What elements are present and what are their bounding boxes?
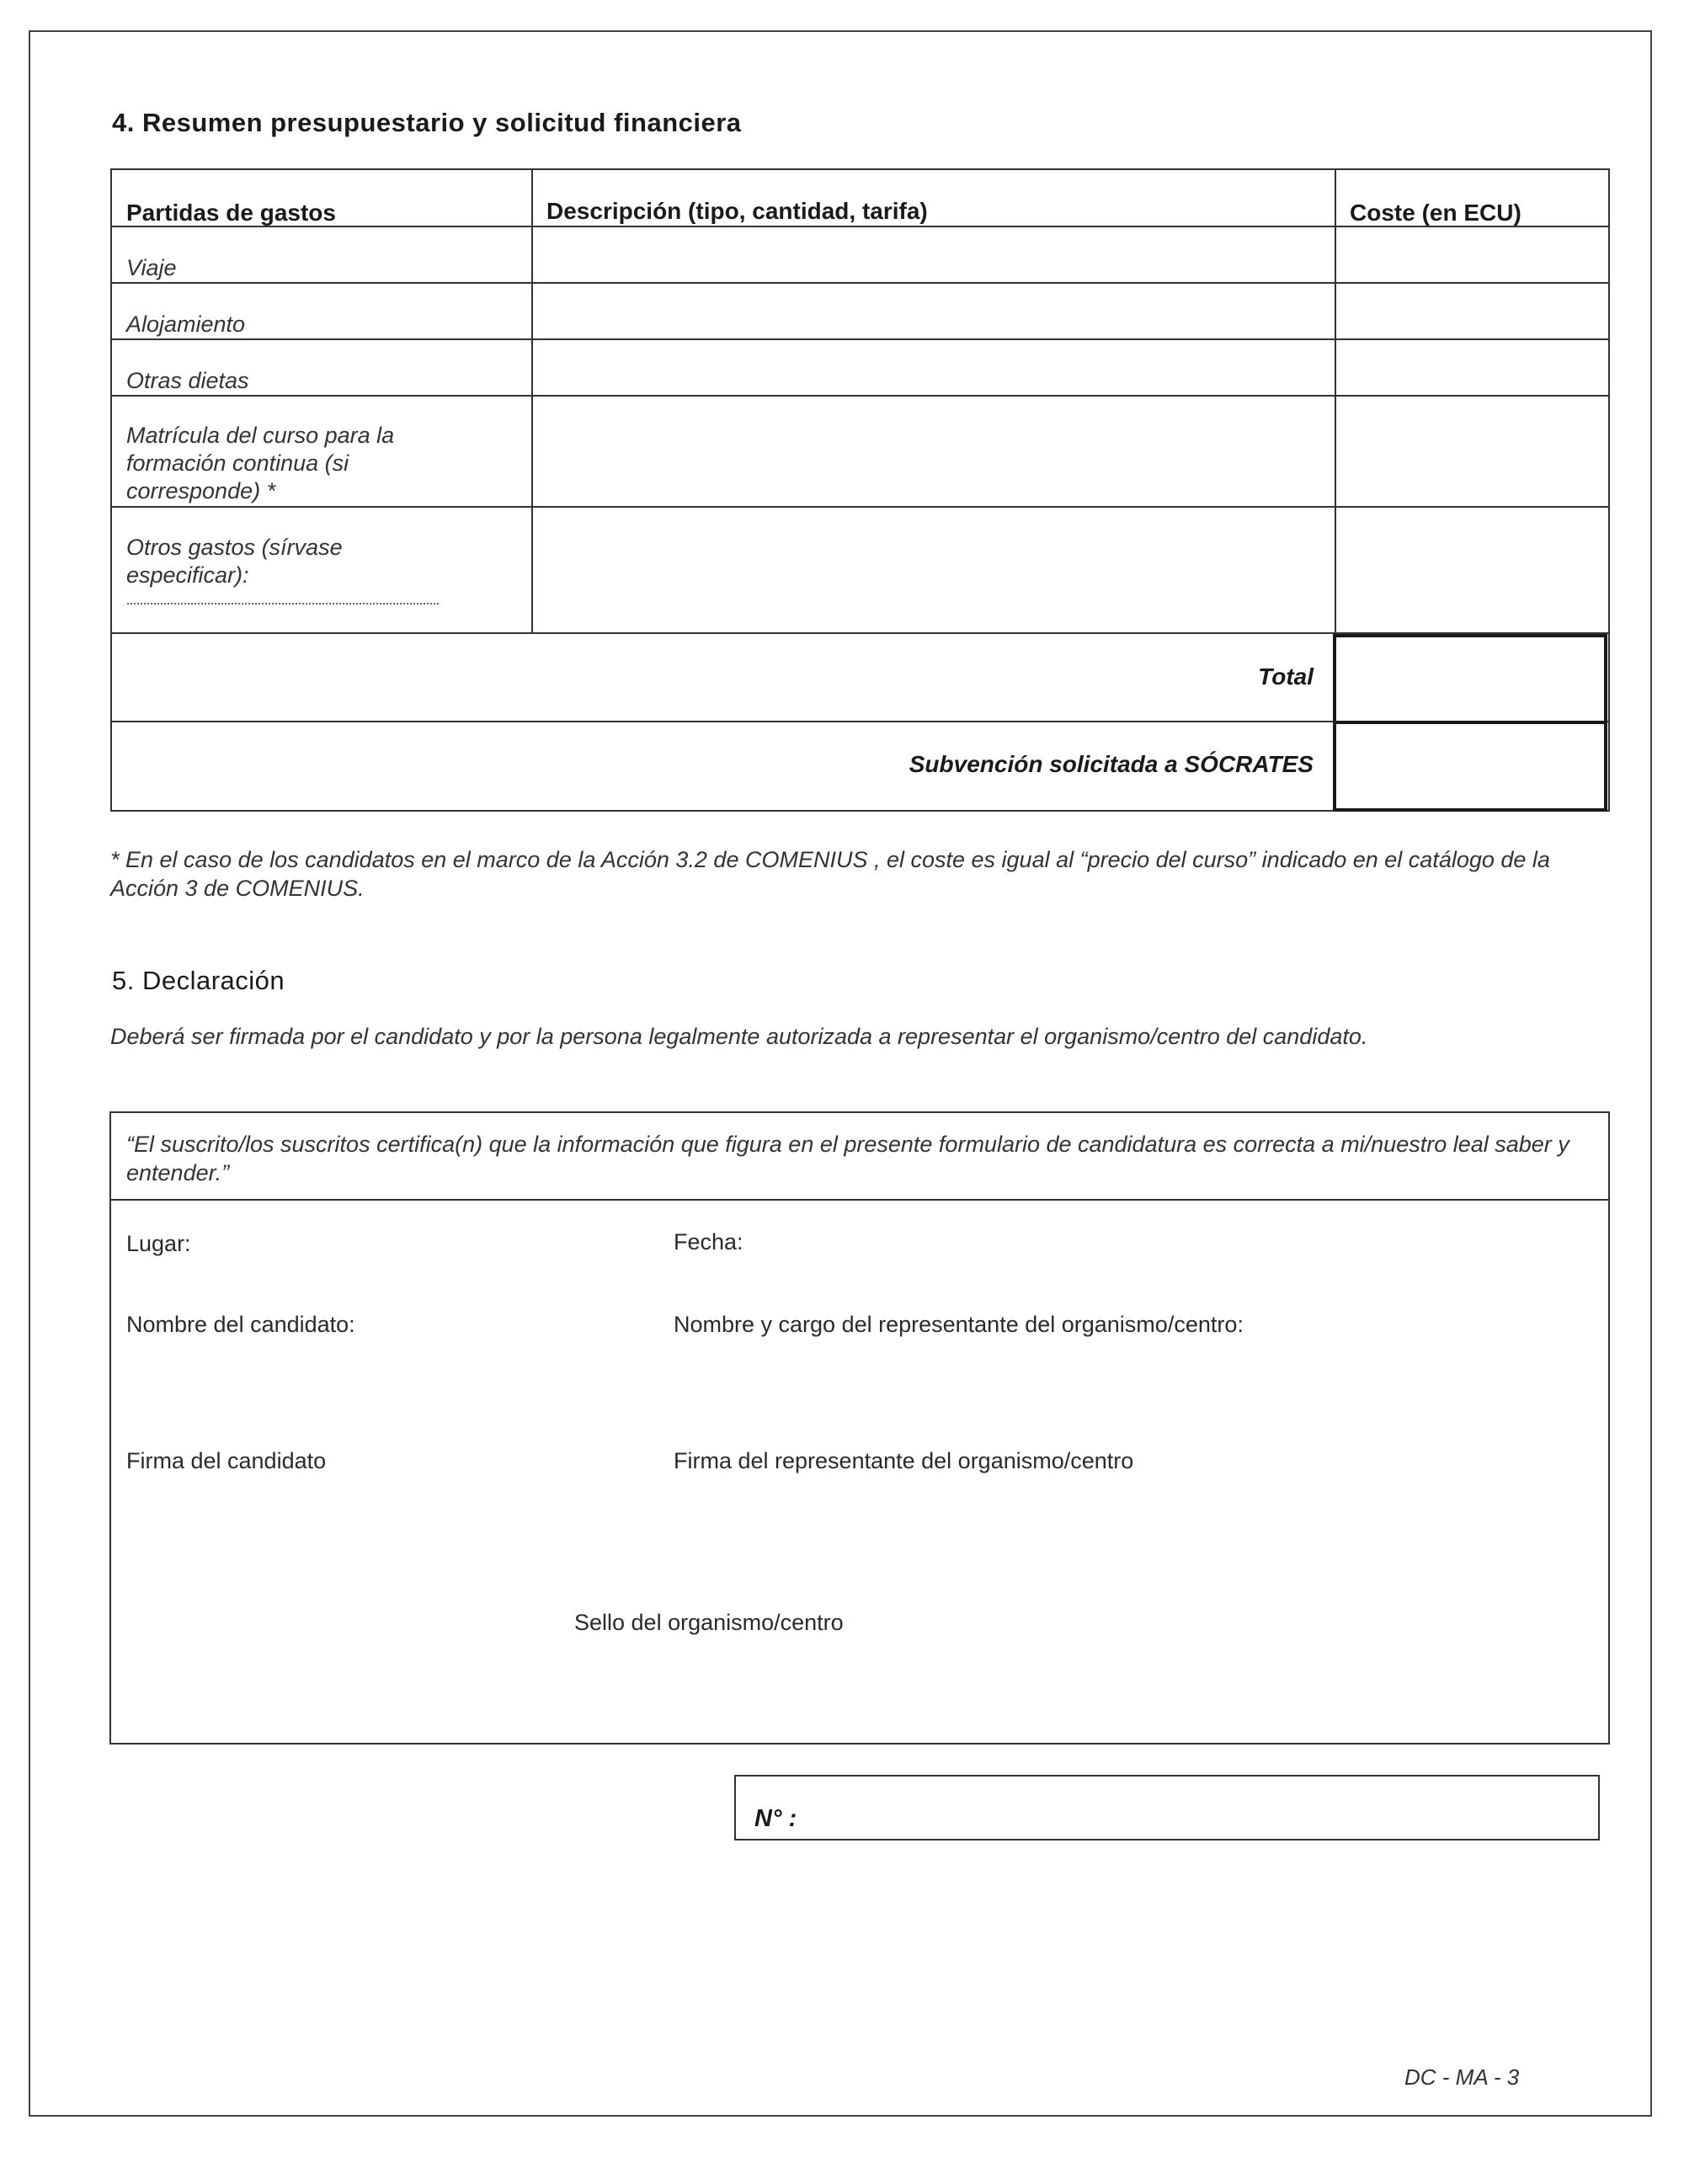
footnote: * En el caso de los candidatos en el marco de la Acción 3.2 de COMENIUS , el coste es igual al “precio del curso” indicado en el catálogo de la Acción 3 de COMENIUS.: [110, 847, 1550, 901]
header-items: Partidas de gastos: [126, 200, 336, 226]
table-border-left: [110, 168, 112, 812]
grant-requested-value-box[interactable]: [1333, 721, 1607, 812]
number-label: N° :: [754, 1805, 797, 1832]
representative-name-field[interactable]: Nombre y cargo del representante del organismo/centro:: [674, 1312, 1244, 1337]
other-costs-cost-cell[interactable]: [1336, 508, 1607, 631]
declaration-instructions: Deberá ser firmada por el candidato y por la persona legalmente autorizada a representar el organismo/centro del candidato.: [110, 1024, 1368, 1049]
section-5-title: 5. Declaración: [112, 966, 285, 995]
row-course-fee-label: Matrícula del curso para la formación continua (si corresponde) *: [126, 423, 395, 503]
other-costs-dotted-line: [127, 603, 439, 605]
total-value-box[interactable]: [1333, 634, 1607, 724]
date-field[interactable]: Fecha:: [674, 1229, 743, 1254]
lodging-description-cell[interactable]: [533, 284, 1333, 337]
travel-cost-cell[interactable]: [1336, 227, 1607, 280]
row-other-costs-label: Otros gastos (sírvase especificar):: [126, 535, 343, 588]
representative-signature-field[interactable]: Firma del representante del organismo/centro: [674, 1448, 1134, 1473]
grant-requested-label: Subvención solicitada a SÓCRATES: [909, 751, 1314, 777]
course-fee-description-cell[interactable]: [533, 397, 1333, 504]
stamp-field[interactable]: Sello del organismo/centro: [574, 1610, 844, 1635]
budget-table: [110, 168, 1610, 812]
total-label: Total: [1258, 663, 1314, 690]
row-other-allowances-label: Otras dietas: [126, 368, 249, 393]
candidate-signature-field[interactable]: Firma del candidato: [126, 1448, 327, 1473]
row-travel-label: Viaje: [126, 255, 177, 280]
allowances-cost-cell[interactable]: [1336, 340, 1607, 393]
travel-description-cell[interactable]: [533, 227, 1333, 280]
table-border-top: [110, 168, 1610, 170]
declaration-box: [109, 1111, 1610, 1745]
declaration-divider: [111, 1199, 1608, 1201]
header-cost: Coste (en ECU): [1350, 200, 1521, 226]
allowances-description-cell[interactable]: [533, 340, 1333, 393]
document-reference: DC - MA - 3: [1404, 2064, 1520, 2090]
number-box[interactable]: [734, 1775, 1600, 1840]
table-border-right: [1608, 168, 1610, 812]
section-4-title: 4. Resumen presupuestario y solicitud financiera: [112, 108, 742, 137]
other-costs-description-cell[interactable]: [533, 508, 1333, 631]
header-description: Descripción (tipo, cantidad, tarifa): [546, 198, 928, 224]
course-fee-cost-cell[interactable]: [1336, 397, 1607, 504]
candidate-name-field[interactable]: Nombre del candidato:: [126, 1312, 355, 1337]
row-lodging-label: Alojamiento: [126, 312, 246, 337]
lodging-cost-cell[interactable]: [1336, 284, 1607, 337]
place-field[interactable]: Lugar:: [126, 1231, 191, 1256]
declaration-statement: “El suscrito/los suscritos certifica(n) que la información que figura en el presente formulario de candidatura es correcta a mi/nuestro leal saber y entender.”: [126, 1132, 1569, 1185]
